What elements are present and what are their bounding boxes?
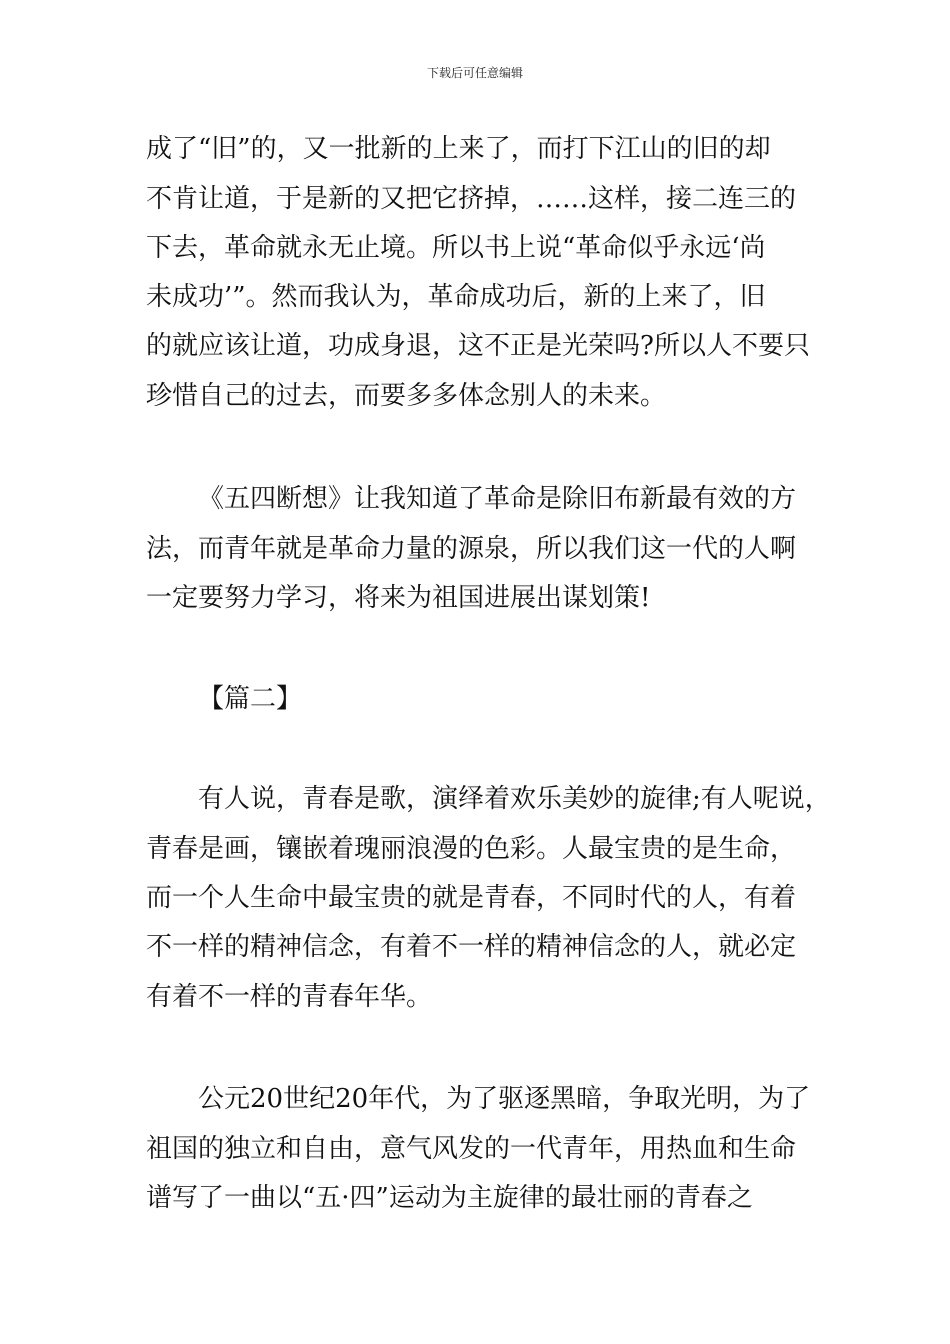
paragraph-2-line-1: 《五四断想》让我知道了革命是除旧布新最有效的方	[198, 484, 797, 514]
paragraph-1-line-5: 的就应该让道，功成身退，这不正是光荣吗?所以人不要只	[146, 331, 810, 361]
paragraph-3-line-2: 青春是画，镶嵌着瑰丽浪漫的色彩。人最宝贵的是生命，	[146, 834, 797, 864]
paragraph-1-line-1: 成了“旧”的，又一批新的上来了，而打下江山的旧的却	[146, 134, 771, 164]
paragraph-1-line-2: 不肯让道，于是新的又把它挤掉，……这样，接二连三的	[146, 184, 797, 214]
paragraph-2-line-3: 一定要努力学习，将来为祖国进展出谋划策!	[146, 583, 651, 613]
paragraph-3-line-5: 有着不一样的青春年华。	[146, 982, 433, 1012]
paragraph-3-line-4: 不一样的精神信念，有着不一样的精神信念的人，就必定	[146, 932, 797, 962]
paragraph-3-line-1: 有人说，青春是歌，演绎着欢乐美妙的旋律;有人呢说，	[198, 784, 831, 814]
paragraph-4-line-1: 公元20世纪20年代，为了驱逐黑暗，争取光明，为了	[198, 1084, 811, 1114]
header-note: 下载后可任意编辑	[426, 66, 523, 80]
paragraph-2-line-2: 法，而青年就是革命力量的源泉，所以我们这一代的人啊	[146, 534, 797, 564]
paragraph-3-line-3: 而一个人生命中最宝贵的就是青春，不同时代的人，有着	[146, 883, 797, 913]
paragraph-4-line-2: 祖国的独立和自由，意气风发的一代青年，用热血和生命	[146, 1134, 797, 1164]
section-heading: 【篇二】	[198, 684, 303, 714]
paragraph-1-line-3: 下去，革命就永无止境。所以书上说“革命似乎永远‘尚	[146, 233, 766, 263]
paragraph-1-line-6: 珍惜自己的过去，而要多多体念别人的未来。	[146, 381, 667, 411]
paragraph-4-line-3: 谱写了一曲以“五·四”运动为主旋律的最壮丽的青春之	[146, 1183, 753, 1213]
paragraph-1-line-4: 未成功’”。然而我认为，革命成功后，新的上来了，旧	[146, 282, 766, 312]
